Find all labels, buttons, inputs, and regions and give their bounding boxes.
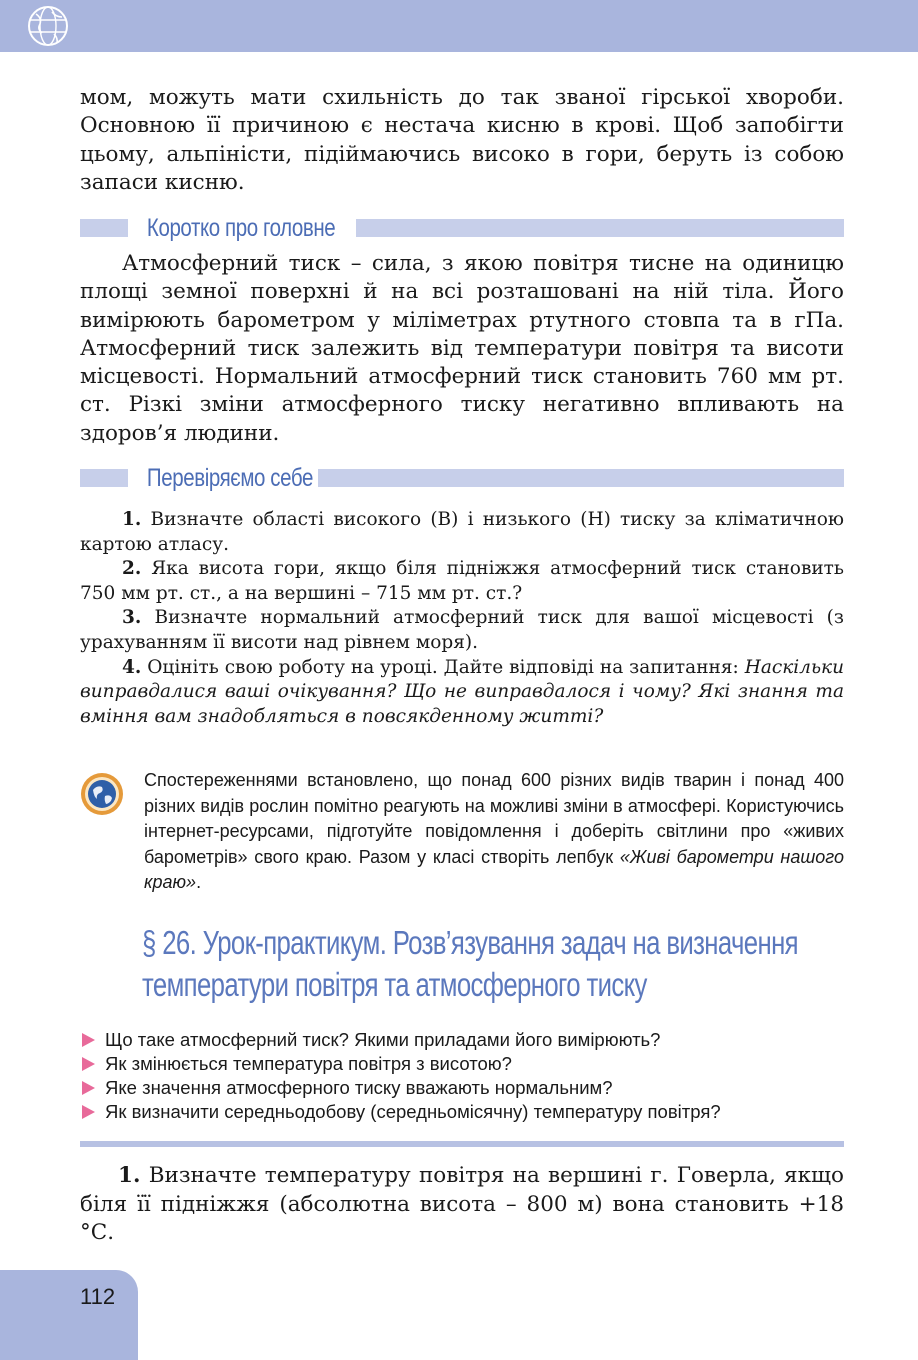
section-divider [80,1141,844,1147]
list-item: Що таке атмосферний тиск? Якими приладами його вимірюють? [82,1028,852,1052]
bullet-arrow-icon [82,1081,95,1095]
summary-paragraph: Атмосферний тиск – сила, з якою повітря тисне на одиницю площі земної поверхні й на всі розташовані на ній тіла. Його вимірюють барометром у міліметрах ртутного стовпа та в гПа. Атмосферний тиск залежить від температури повітря та висоти місцевості. Нормальний атмосферний тиск становить 760 мм рт. ст. Різкі зміни атмосферного тиску негативно впливають на здоров’я людини. [80,251,844,446]
question-4: 4. Оцініть свою роботу на уроці. Дайте відповіді на запитання: Наскільки виправдалися ваші очікування? Що не виправдалося і чому? Які знання та вміння вам знадобляться в повсякденному житті? [80,656,844,727]
check-heading [80,461,844,495]
bullet-arrow-icon [82,1057,95,1071]
summary-heading [80,211,844,245]
project-box [80,768,844,892]
page-tab [0,1270,138,1360]
question-1: 1. Визначте області високого (В) і низького (Н) тиску за кліматичною картою атласу. [80,509,844,555]
question-3: 3. Визначте нормальний атмосферний тиск для вашої місцевості (з урахуванням її висоти над рівнем моря). [80,607,844,653]
page-number: 112 [80,1284,116,1309]
list-item: Як змінюється температура повітря з висотою? [82,1052,852,1076]
task-1: 1. Визначте температуру повітря на вершині г. Говерла, якщо біля її підніжжя (абсолютна висота – 800 м) вона становить +18 °С. [80,1163,844,1245]
intro-paragraph: мом, можуть мати схильність до так званої гірської хвороби. Основною її причиною є нестача кисню в крові. Щоб запобігти цьому, альпіністи, підіймаючись високо в гори, беруть із собою запаси кисню. [80,85,844,195]
project-text: Спостереженнями встановлено, що понад 600 різних видів тварин і понад 400 різних видів рослин помітно реагують на можливі зміни в атмосфері. Користуючись інтернет-ресурсами, підготуйте повідомлення і доберіть світлини про «живих барометрів» свого краю. Разом у класі створіть лепбук «Живі барометри нашого краю». [144,770,844,892]
question-2: 2. Яка висота гори, якщо біля підніжжя атмосферний тиск становить 750 мм рт. ст., а на вершині – 715 мм рт. ст.? [80,558,844,604]
lesson-title: § 26. Урок-практикум. Розв’язування задач на визначення температури повітря та атмосферного тиску [142,924,799,1003]
globe-icon [26,4,70,48]
check-heading-title: Перевіряємо себе [146,464,314,492]
project-globe-icon [80,772,124,816]
list-item: Яке значення атмосферного тиску вважають нормальним? [82,1076,852,1100]
bullet-arrow-icon [82,1105,95,1119]
check-questions [80,508,844,729]
top-band [0,0,918,52]
review-questions-list [82,1028,852,1124]
summary-heading-title: Коротко про головне [146,214,336,242]
list-item: Як визначити середньодобову (середньомісячну) температуру повітря? [82,1100,852,1124]
bullet-arrow-icon [82,1033,95,1047]
